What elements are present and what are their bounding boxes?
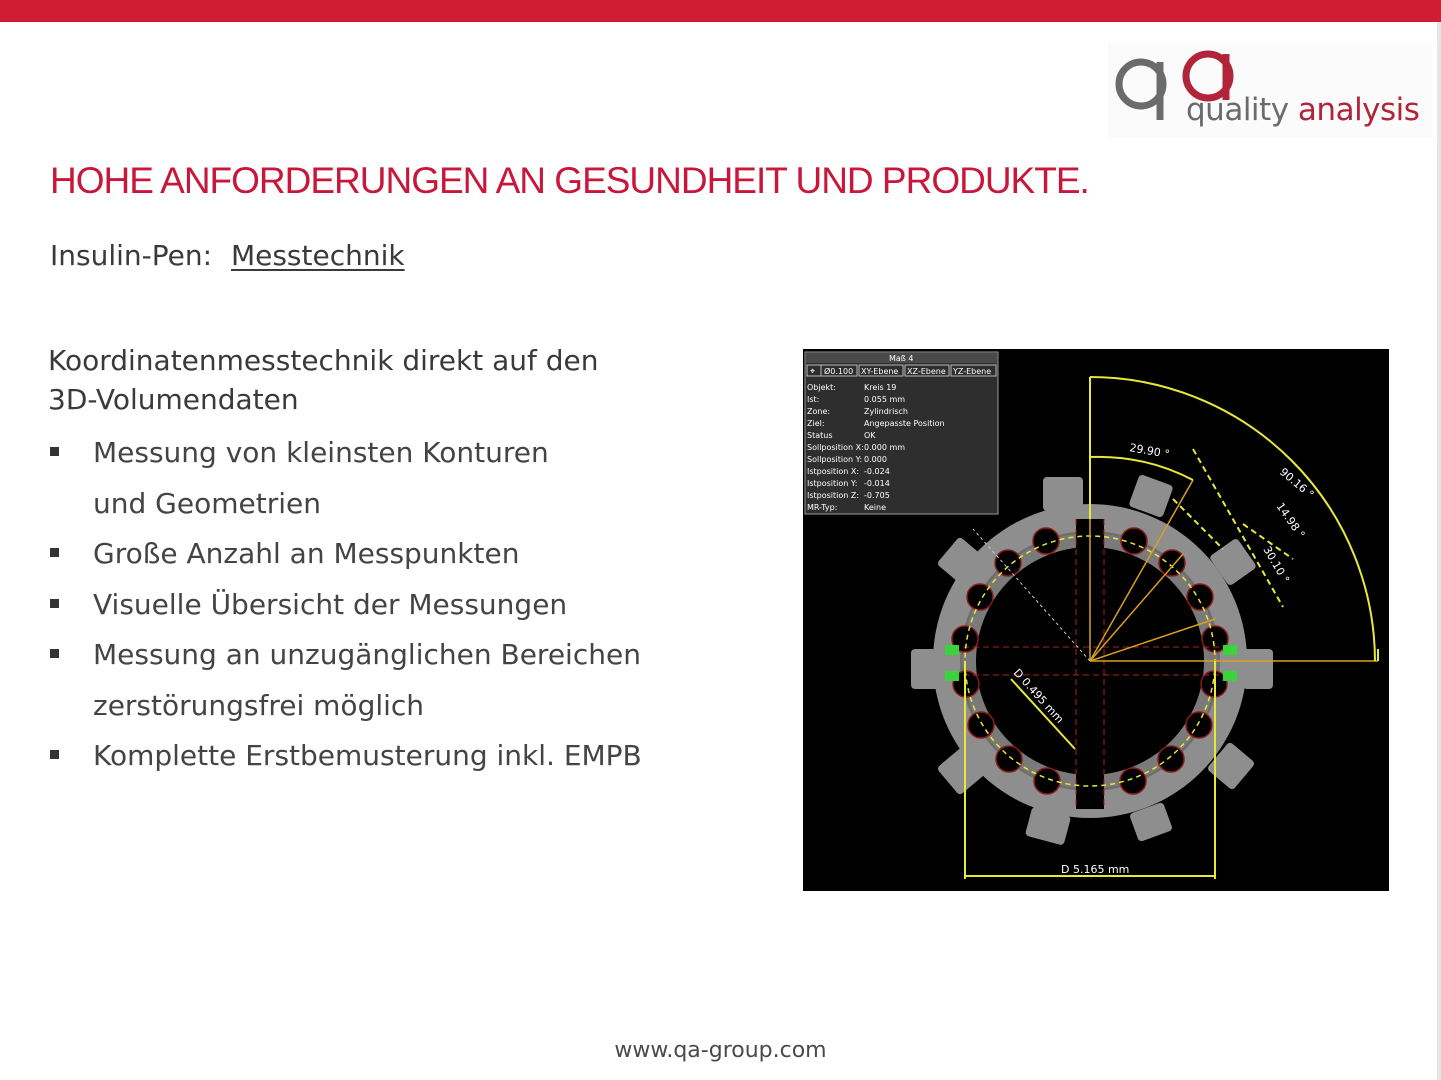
section-heading-line1: Koordinatenmesstechnik direkt auf den xyxy=(48,344,599,377)
square-bullet-icon xyxy=(50,750,59,759)
ct-measurement-image xyxy=(803,349,1389,891)
panel-row-label: Ziel: xyxy=(807,419,825,428)
ct-scan-drawing xyxy=(803,349,1389,891)
panel-header: Maß 4 xyxy=(889,354,914,363)
panel-row-label: Istposition Y: xyxy=(807,479,858,488)
panel-row-value: Keine xyxy=(864,503,886,512)
section-heading-line2: 3D-Volumendaten xyxy=(48,383,299,416)
bullet-text: Messung an unzugänglichen Bereichen xyxy=(93,638,641,671)
panel-row-label: MR-Typ: xyxy=(807,503,838,512)
subtitle-link[interactable]: Messtechnik xyxy=(230,239,405,272)
footer-url[interactable]: www.qa-group.com xyxy=(614,1038,827,1063)
bullet-list xyxy=(48,428,748,782)
panel-row-label: Objekt: xyxy=(807,383,836,392)
angle-29-label: 29.90 ° xyxy=(1128,441,1171,461)
radius-label: D 0.495 mm xyxy=(1010,666,1067,726)
panel-tab-yz-label: YZ-Ebene xyxy=(953,367,992,376)
right-edge-strip xyxy=(1437,22,1441,1080)
bullet-text: Messung von kleinsten Konturen xyxy=(93,436,549,469)
panel-row-value: Angepasste Position xyxy=(864,419,945,428)
measurement-panel xyxy=(805,352,998,514)
panel-row-value: 0.000 mm xyxy=(864,443,906,452)
logo-wordmark xyxy=(1186,92,1419,128)
panel-row-value: -0.014 xyxy=(864,479,890,488)
panel-row-label: Status xyxy=(807,431,833,440)
bullet-text: Visuelle Übersicht der Messungen xyxy=(93,587,568,621)
bullet-text: zerstörungsfrei möglich xyxy=(93,688,425,722)
panel-row-label: Sollposition X: xyxy=(807,443,864,452)
subtitle-prefix: Insulin-Pen: xyxy=(50,239,213,272)
square-bullet-icon xyxy=(50,599,59,608)
diameter-label: D 5.165 mm xyxy=(1061,863,1130,876)
angle-30-label: 30.10 ° xyxy=(1260,544,1292,586)
bullet-item xyxy=(48,731,748,782)
panel-row-value: Kreis 19 xyxy=(864,383,897,392)
panel-row-value: 0.055 mm xyxy=(864,395,906,404)
panel-row-label: Ist: xyxy=(807,395,820,404)
panel-row-value: OK xyxy=(864,431,876,440)
angle-90-label: 90.16 ° xyxy=(1277,465,1317,502)
square-bullet-icon xyxy=(50,447,59,456)
square-bullet-icon xyxy=(50,649,59,658)
panel-row-label: Sollposition Y: xyxy=(807,455,863,464)
bullet-item xyxy=(48,580,748,631)
bullet-text: Komplette Erstbemusterung inkl. EMPB xyxy=(93,739,642,772)
panel-row-label: Istposition X: xyxy=(807,467,860,476)
slide-subtitle xyxy=(50,239,405,272)
slide-title: HOHE ANFORDERUNGEN AN GESUNDHEIT UND PRODUKTE. xyxy=(50,160,1089,201)
logo-word-analysis: analysis xyxy=(1297,92,1420,128)
panel-row-value: -0.705 xyxy=(864,491,890,500)
panel-row-label: Zone: xyxy=(807,407,831,416)
section-heading xyxy=(48,341,748,419)
bullet-item xyxy=(48,428,748,529)
bullet-text: Große Anzahl an Messpunkten xyxy=(93,537,520,570)
crosshair-icon: ⌖ xyxy=(810,367,816,377)
bullet-item xyxy=(48,630,748,731)
company-logo xyxy=(1108,42,1433,138)
panel-row-label: Istposition Z: xyxy=(807,491,860,500)
panel-row-value: Zylindrisch xyxy=(864,407,908,416)
angle-14-label: 14.98 ° xyxy=(1273,500,1308,541)
panel-row-value: -0.024 xyxy=(864,467,890,476)
panel-tab-xz-label: XZ-Ebene xyxy=(907,367,946,376)
logo-word-quality: quality xyxy=(1186,92,1289,128)
panel-tab-tolerance-label: Ø0.100 xyxy=(824,367,854,376)
top-accent-bar xyxy=(0,0,1441,22)
bullet-text: und Geometrien xyxy=(93,486,321,520)
bullet-item xyxy=(48,529,748,580)
panel-row-value: 0.000 xyxy=(864,455,887,464)
square-bullet-icon xyxy=(50,548,59,557)
panel-tab-xy-label: XY-Ebene xyxy=(861,367,899,376)
